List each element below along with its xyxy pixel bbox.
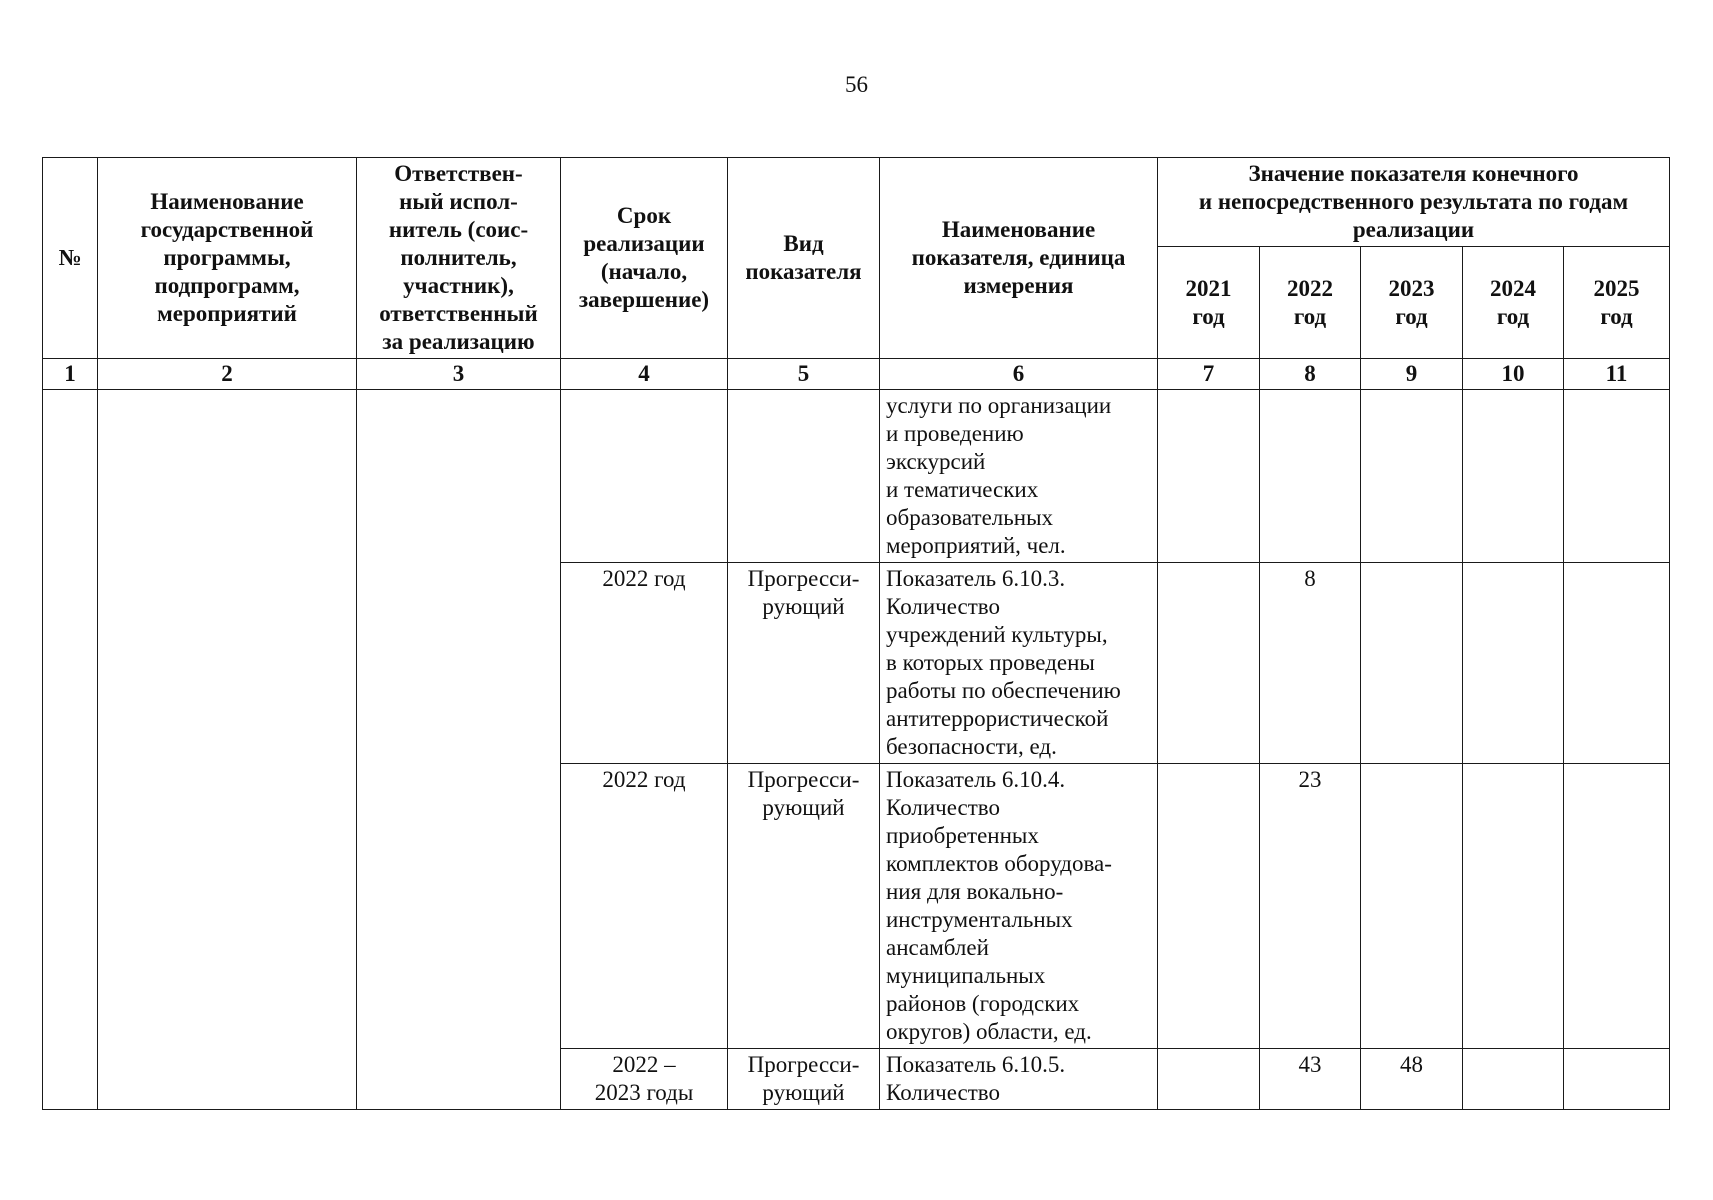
cell-value-2023 [1361,764,1463,1049]
text-line: Прогресси- [747,767,860,792]
column-number: 2 [98,359,357,390]
column-number: 1 [43,359,98,390]
cell-value-2021 [1158,764,1260,1049]
header-executor [357,158,561,359]
cell-indicator-name [880,563,1158,764]
header-period [561,158,728,359]
cell-value-2024 [1463,390,1564,563]
text-line: год [1395,303,1428,329]
text-line: показателя [745,259,862,284]
cell-value-2021 [1158,563,1260,764]
text-line: 2023 [1388,275,1435,301]
cell-value-2025 [1564,390,1670,563]
table-row [43,390,1670,563]
cell-no-empty [43,390,98,1110]
cell-value-2024 [1463,1049,1564,1110]
header-year-2025 [1564,247,1670,359]
text-line: Ответствен- [394,161,523,186]
text-line: Показатель 6.10.3. [886,566,1066,591]
header-row-top [43,158,1670,247]
text-line: год [1600,303,1633,329]
text-line: полнитель, [400,245,517,270]
text-line: год [1496,303,1530,329]
cell-value-2022 [1260,390,1361,563]
text-line: ансамблей [886,935,989,960]
text-line: рующий [762,594,845,619]
text-line: нитель (соис- [388,217,529,242]
text-line: Прогресси- [747,1052,860,1077]
text-line: 2022 год [602,767,686,792]
cell-value-2023 [1361,390,1463,563]
text-line: Наименование [150,189,304,214]
cell-program-empty [98,390,357,1110]
text-line: муниципальных [886,963,1046,988]
cell-value-2023 [1361,563,1463,764]
text-line: программы, [163,245,291,270]
column-number: 9 [1361,359,1463,390]
text-line: антитеррористической [886,706,1109,731]
text-line: приобретенных [886,823,1039,848]
text-line: Срок [616,203,672,228]
text-line: завершение) [578,287,710,312]
text-line: и непосредственного результата по годам [1198,189,1629,214]
text-line: 2024 [1490,275,1536,301]
cell-value-2024 [1463,563,1564,764]
text-line: подпрограмм, [154,273,300,298]
text-line: 2023 годы [594,1080,694,1105]
text-line: Показатель 6.10.5. [886,1052,1066,1077]
cell-value-2024 [1463,764,1564,1049]
text-line: 2022 – [612,1052,676,1077]
text-line: безопасности, ед. [886,734,1057,759]
cell-indicator-name [880,390,1158,563]
text-line: экскурсий [886,449,986,474]
column-number: 11 [1564,359,1670,390]
text-line: рующий [762,1080,845,1105]
cell-value-2021 [1158,390,1260,563]
text-line: услуги по организации [886,393,1112,418]
text-line: и проведению [886,421,1024,446]
cell-indicator-type [728,563,880,764]
header-year-2024 [1463,247,1564,359]
text-line: измерения [963,273,1074,298]
text-line: мероприятий [157,301,297,326]
text-line: учреждений культуры, [886,622,1108,647]
cell-indicator-type [728,390,880,563]
text-line: (начало, [600,259,688,284]
text-line: участник), [403,273,514,298]
text-line: Количество [886,594,1000,619]
cell-period [561,563,728,764]
text-line: рующий [762,795,845,820]
header-year-2023 [1361,247,1463,359]
text-line: Количество [886,1080,1000,1105]
indicators-table [42,157,1670,1110]
text-line: районов (городских [886,991,1080,1016]
cell-value-2025 [1564,563,1670,764]
text-line: Показатель 6.10.4. [886,767,1066,792]
column-number: 10 [1463,359,1564,390]
cell-value-2025 [1564,764,1670,1049]
text-line: Наименование [941,217,1096,242]
cell-indicator-type [728,764,880,1049]
cell-value-2022: 43 [1260,1049,1361,1110]
cell-executor-empty [357,390,561,1110]
text-line: 2022 [1287,275,1333,301]
text-line: 2022 год [602,566,686,591]
header-no: № [43,158,98,359]
text-line: реализации [1352,217,1475,242]
column-number: 3 [357,359,561,390]
text-line: год [1192,303,1225,329]
text-line: государственной [140,217,314,242]
text-line: ный испол- [399,189,518,214]
cell-period [561,764,728,1049]
column-number: 6 [880,359,1158,390]
column-number: 4 [561,359,728,390]
column-number: 8 [1260,359,1361,390]
header-values-group [1158,158,1670,247]
cell-value-2021 [1158,1049,1260,1110]
text-line: 2025 [1593,275,1640,301]
header-indicator-name [880,158,1158,359]
text-line: инструментальных [886,907,1073,932]
cell-value-2023: 48 [1361,1049,1463,1110]
text-line: реализации [583,231,705,256]
text-line: Вид [783,231,824,256]
text-line: за реализацию [382,329,535,354]
column-number: 5 [728,359,880,390]
text-line: округов) области, ед. [886,1019,1092,1044]
cell-indicator-name [880,764,1158,1049]
column-numbers-row [43,359,1670,390]
cell-period [561,1049,728,1110]
header-year-2022 [1260,247,1361,359]
text-line: ния для вокально- [886,879,1064,904]
page-number: 56 [845,72,868,97]
cell-value-2022: 8 [1260,563,1361,764]
cell-value-2022: 23 [1260,764,1361,1049]
text-line: комплектов оборудова- [886,851,1112,876]
header-indicator-type [728,158,880,359]
text-line: Значение показателя конечного [1248,161,1579,186]
cell-indicator-name [880,1049,1158,1110]
text-line: Прогресси- [747,566,860,591]
text-line: в которых проведены [886,650,1095,675]
cell-period [561,390,728,563]
header-year-2021 [1158,247,1260,359]
text-line: работы по обеспечению [886,678,1121,703]
text-line: мероприятий, чел. [886,533,1066,558]
text-line: образовательных [886,505,1054,530]
text-line: ответственный [379,301,538,326]
text-line: Количество [886,795,1000,820]
cell-value-2025 [1564,1049,1670,1110]
cell-indicator-type [728,1049,880,1110]
text-line: год [1293,303,1327,329]
column-number: 7 [1158,359,1260,390]
text-line: 2021 [1185,275,1232,301]
header-program [98,158,357,359]
text-line: и тематических [886,477,1039,502]
text-line: показателя, единица [911,245,1126,270]
